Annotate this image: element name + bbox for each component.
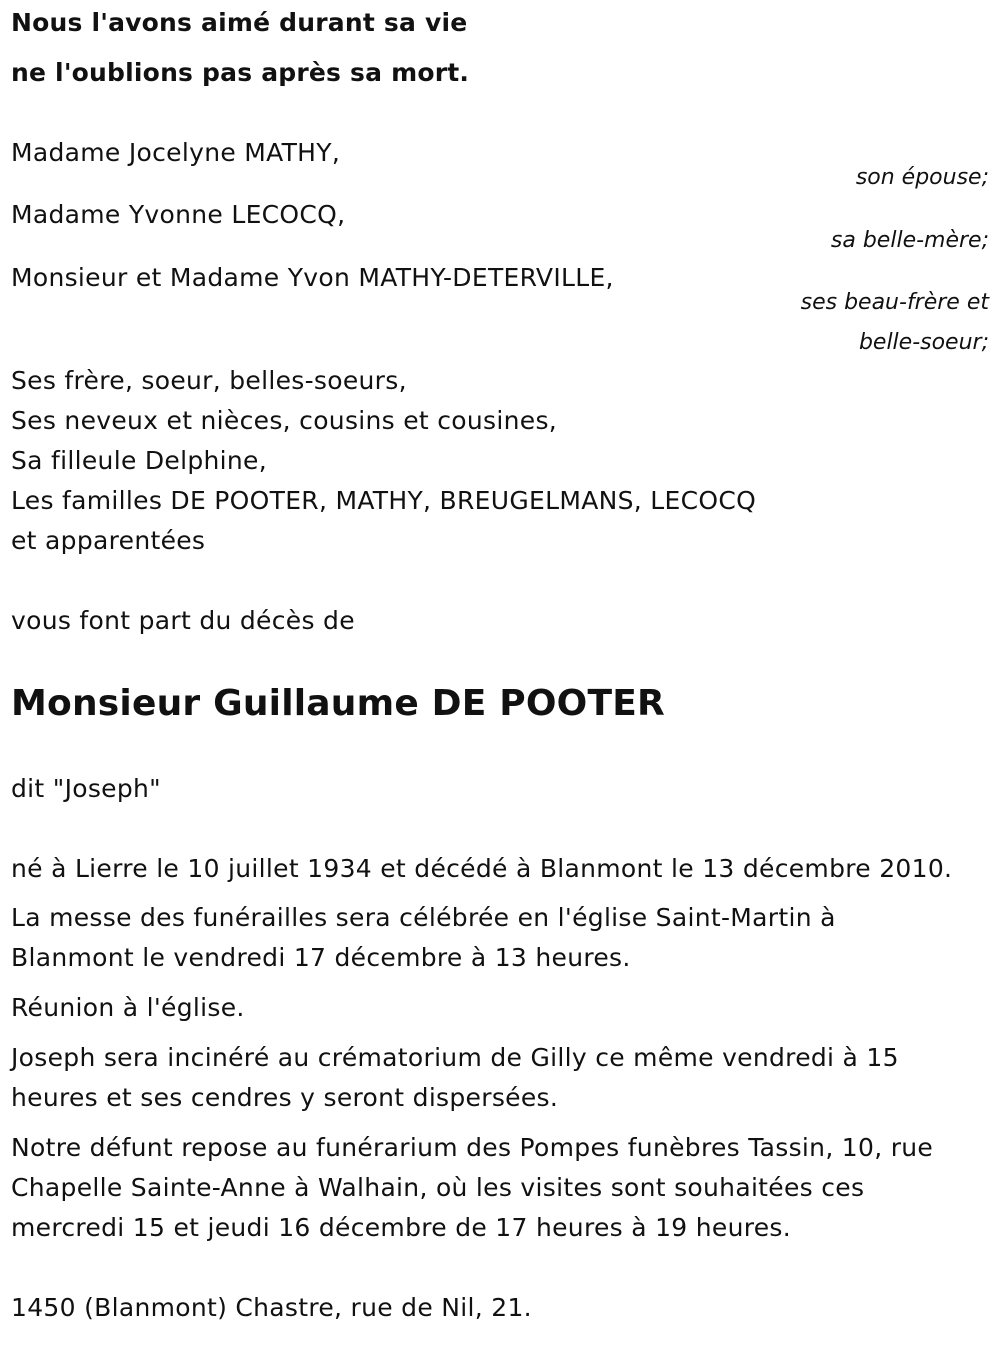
family-line-5: et apparentées	[11, 526, 206, 555]
mourner-spouse-relation: son épouse;	[855, 165, 989, 190]
deceased-name: Monsieur Guillaume DE POOTER	[11, 683, 665, 724]
deceased-nickname: dit "Joseph"	[11, 774, 161, 803]
family-line-3: Sa filleule Delphine,	[11, 446, 267, 475]
epigraph-line-1: Nous l'avons aimé durant sa vie	[11, 8, 468, 37]
mourner-in-laws-relation-line-2: belle-soeur;	[858, 330, 989, 355]
mourner-mother-in-law-name: Madame Yvonne LECOCQ,	[11, 200, 346, 229]
family-line-4: Les familles DE POOTER, MATHY, BREUGELMANS, LECOCQ	[11, 486, 757, 515]
mourner-spouse-name: Madame Jocelyne MATHY,	[11, 138, 341, 167]
funeral-line-2: Blanmont le vendredi 17 décembre à 13 heures.	[11, 943, 631, 972]
mourner-mother-in-law-relation: sa belle-mère;	[830, 228, 989, 253]
visit-line-3: mercredi 15 et jeudi 16 décembre de 17 heures à 19 heures.	[11, 1213, 791, 1242]
family-line-1: Ses frère, soeur, belles-soeurs,	[11, 366, 407, 395]
announcement-text: vous font part du décès de	[11, 606, 355, 635]
meeting-text: Réunion à l'église.	[11, 993, 245, 1022]
mourner-in-laws-name: Monsieur et Madame Yvon MATHY-DETERVILLE,	[11, 263, 614, 292]
epigraph-line-2: ne l'oublions pas après sa mort.	[11, 58, 470, 87]
funeral-line-1: La messe des funérailles sera célébrée en l'église Saint-Martin à	[11, 903, 836, 932]
cremation-line-1: Joseph sera incinéré au crématorium de Gilly ce même vendredi à 15	[11, 1043, 899, 1072]
birth-death-text: né à Lierre le 10 juillet 1934 et décédé à Blanmont le 13 décembre 2010.	[11, 854, 953, 883]
address-text: 1450 (Blanmont) Chastre, rue de Nil, 21.	[11, 1293, 532, 1322]
visit-line-1: Notre défunt repose au funérarium des Pompes funèbres Tassin, 10, rue	[11, 1133, 934, 1162]
visit-line-2: Chapelle Sainte-Anne à Walhain, où les visites sont souhaitées ces	[11, 1173, 865, 1202]
cremation-line-2: heures et ses cendres y seront dispersées.	[11, 1083, 559, 1112]
family-line-2: Ses neveux et nièces, cousins et cousines,	[11, 406, 558, 435]
mourner-in-laws-relation-line-1: ses beau-frère et	[800, 290, 989, 315]
